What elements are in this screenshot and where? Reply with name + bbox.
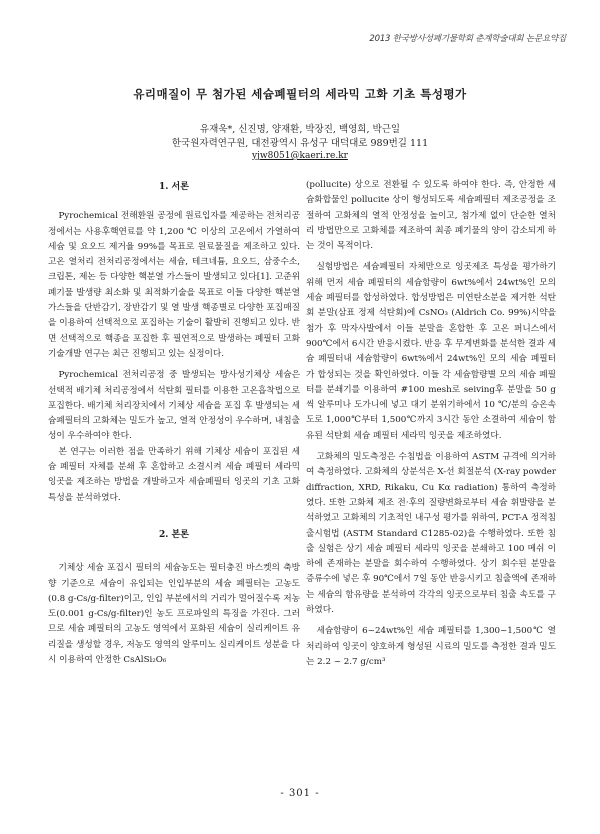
author-list: 유재욱*, 신진명, 양재환, 박장진, 백영희, 박근일	[199, 124, 401, 135]
section-heading-introduction: 1. 서론	[159, 182, 189, 192]
intro-paragraph-2: Pyrochemical 전처리공정 중 발생되는 방사성기체상 세슘은 선택적 배기체 처리공정에서 석탄회 필터를 이용한 고온흡착법으로 포집한다. 배기체 처리장치에서 기체상 세슘을 포집 후 발생되는 세슘폐필터의 고화체는 밀도가 높고, 열적 안정성이 우수하며, 내침출성이 우수하여야 한다.	[48, 370, 300, 442]
left-column	[48, 178, 300, 668]
page-number: - 301 -	[280, 788, 320, 799]
intro-paragraph-3: 본 연구는 이러한 점을 만족하기 위해 기체상 세슘이 포집된 세슘 폐필터 자체를 분쇄 후 혼합하고 소결시켜 세슘 폐필터 세라믹 잉곳을 제조하는 방법을 개발하고자 세슘폐필터 잉곳의 기초 고화특성을 분석하였다.	[48, 446, 300, 503]
body-paragraph-continued: (pollucite) 상으로 전환될 수 있도록 하여야 한다. 즉, 안정한 세슘화합물인 pollucite 상이 형성되도록 세슘폐필터 제조공정을 조절하여 고화체의 열적 안정성을 높이고, 첨가제 없이 단순한 열처리 방법만으로 고화체를 제조하여 최종 폐기물의 양이 감소되게 하는 것이 목적이다.	[306, 180, 556, 252]
affiliation: 한국원자력연구원, 대전광역시 유성구 대덕대로 989번길 111	[171, 137, 429, 149]
section-heading-body: 2. 본론	[159, 529, 189, 540]
analysis-paragraph: 고화체의 밀도측정은 수침법을 이용하여 ASTM 규격에 의거하여 측정하였다. 고화체의 상분석은 X-선 회절분석 (X-ray powder diffraction, XRD, Rikaku, Cu Kα radiation) 통하여 측정하였다. 또한 고화체 제조 전·후의 질량변화로부터 세슘 휘발량을 분석하였고 고화체의 기초적인 내구성 평가를 위하여, PCT-A 정적침출시험법 (ASTM Standard C1285-02)을 수행하였다. 또한 침출 실험은 상기 세슘 폐필터 세라믹 잉곳을 분쇄하고 100 메쉬 이하에 존재하는 분말을 회수하여 수행하였다. 상기 회수된 분말을 증류수에 넣은 후 90℃에서 7일 동안 반응시키고 침출액에 존재하는 세슘의 함유량을 분석하여 각각의 잉곳으로부터 침출 속도를 구하였다.	[306, 452, 556, 616]
intro-paragraph-1: Pyrochemical 전해환원 공정에 원료입자를 제공하는 전처리공정에서는 사용후핵연료를 약 1,200 ℃ 이상의 고온에서 가열하여 세슘 및 요오드 제거율 99%를 목표로 원료물질을 제조하고 있다. 고온 열처리 전처리공정에서는 세슘, 테크네튬, 요오드, 삼중수소, 크립톤, 제논 등 다양한 핵분열 가스들이 발생되고 있다[1]. 고준위폐기물 발생량 최소화 및 최적화기술을 목표로 이들 다양한 핵분열 가스들을 단반감기, 장반감기 및 열 발생 핵종별로 다양한 포집매질을 이용하여 선택적으로 포집하는 기술이 활발히 진행되고 있다. 반면 선택적으로 핵종을 포집한 후 필연적으로 발생하는 폐필터 고화기술개발 연구는 최근 진행되고 있는 실정이다.	[48, 211, 300, 359]
body-paragraph-1: 기체상 세슘 포집시 필터의 세슘농도는 필터충진 바스켓의 축방향 기준으로 세슘이 유입되는 인입부분의 세슘 폐필터는 고농도(0.8 g-Cs/g-filter)이고, 인입 부분에서의 거리가 멀어질수록 저농도(0.001 g-Cs/g-filter)인 농도 프로파일의 특징을 가진다. 그러므로 세슘 폐필터의 고농도 영역에서 포화된 세슘이 실리케이트 유리질을 생성할 경우, 저농도 영역의 알루미노 실리케이트 성분을 다시 이용하여 안정한 CsAlSi₂O₆	[48, 563, 300, 666]
author-email-link[interactable]: yjw8051@kaeri.re.kr	[252, 151, 348, 161]
running-head: 2013 한국방사성폐기물학회 춘계학술대회 논문요약집	[369, 34, 566, 44]
paper-title: 유리매질이 무 첨가된 세슘폐필터의 세라믹 고화 기초 특성평가	[133, 87, 467, 101]
methods-paragraph: 실험방법은 세슘폐필터 자체만으로 잉곳제조 특성을 평가하기 위해 먼저 세슘 폐필터의 세슘함량이 6wt%에서 24wt%인 모의 세슘 폐필터를 합성하였다. 합성방법은 미연탄소분을 제거한 석탄회 분말(삼표 정제 석탄회)에 CsNO₃ (Aldrich Co. 99%)시약을 첨가 후 막자사발에서 이들 분말을 혼합한 후 고온 퍼니스에서 900℃에서 6시간 반응시켰다. 반응 후 무게변화를 분석한 결과 세슘 폐필터내 세슘함량이 6wt%에서 24wt%인 모의 세슘 폐필터가 합성되는 것을 확인하였다. 이들 각 세슘함량별 모의 세슘 폐필터를 분쇄기를 이용하여 #100 mesh로 seiving후 분말을 50 g씩 알루미나 도가니에 넣고 대기 분위기하에서 10 ℃/분의 승온속도로 1,000℃부터 1,500℃까지 3시간 동안 소결하여 세슘이 함유된 석탄회 세슘 폐필터 세라믹 잉곳을 제조하였다.	[306, 262, 556, 441]
author-block	[0, 123, 600, 164]
results-paragraph: 세슘함량이 6~24wt%인 세슘 폐필터를 1,300~1,500℃ 열처리하여 잉곳이 양호하게 형성된 시료의 밀도를 측정한 결과 밀도는 2.2 ~ 2.7 g/cm³	[306, 626, 556, 667]
right-column	[306, 178, 556, 670]
